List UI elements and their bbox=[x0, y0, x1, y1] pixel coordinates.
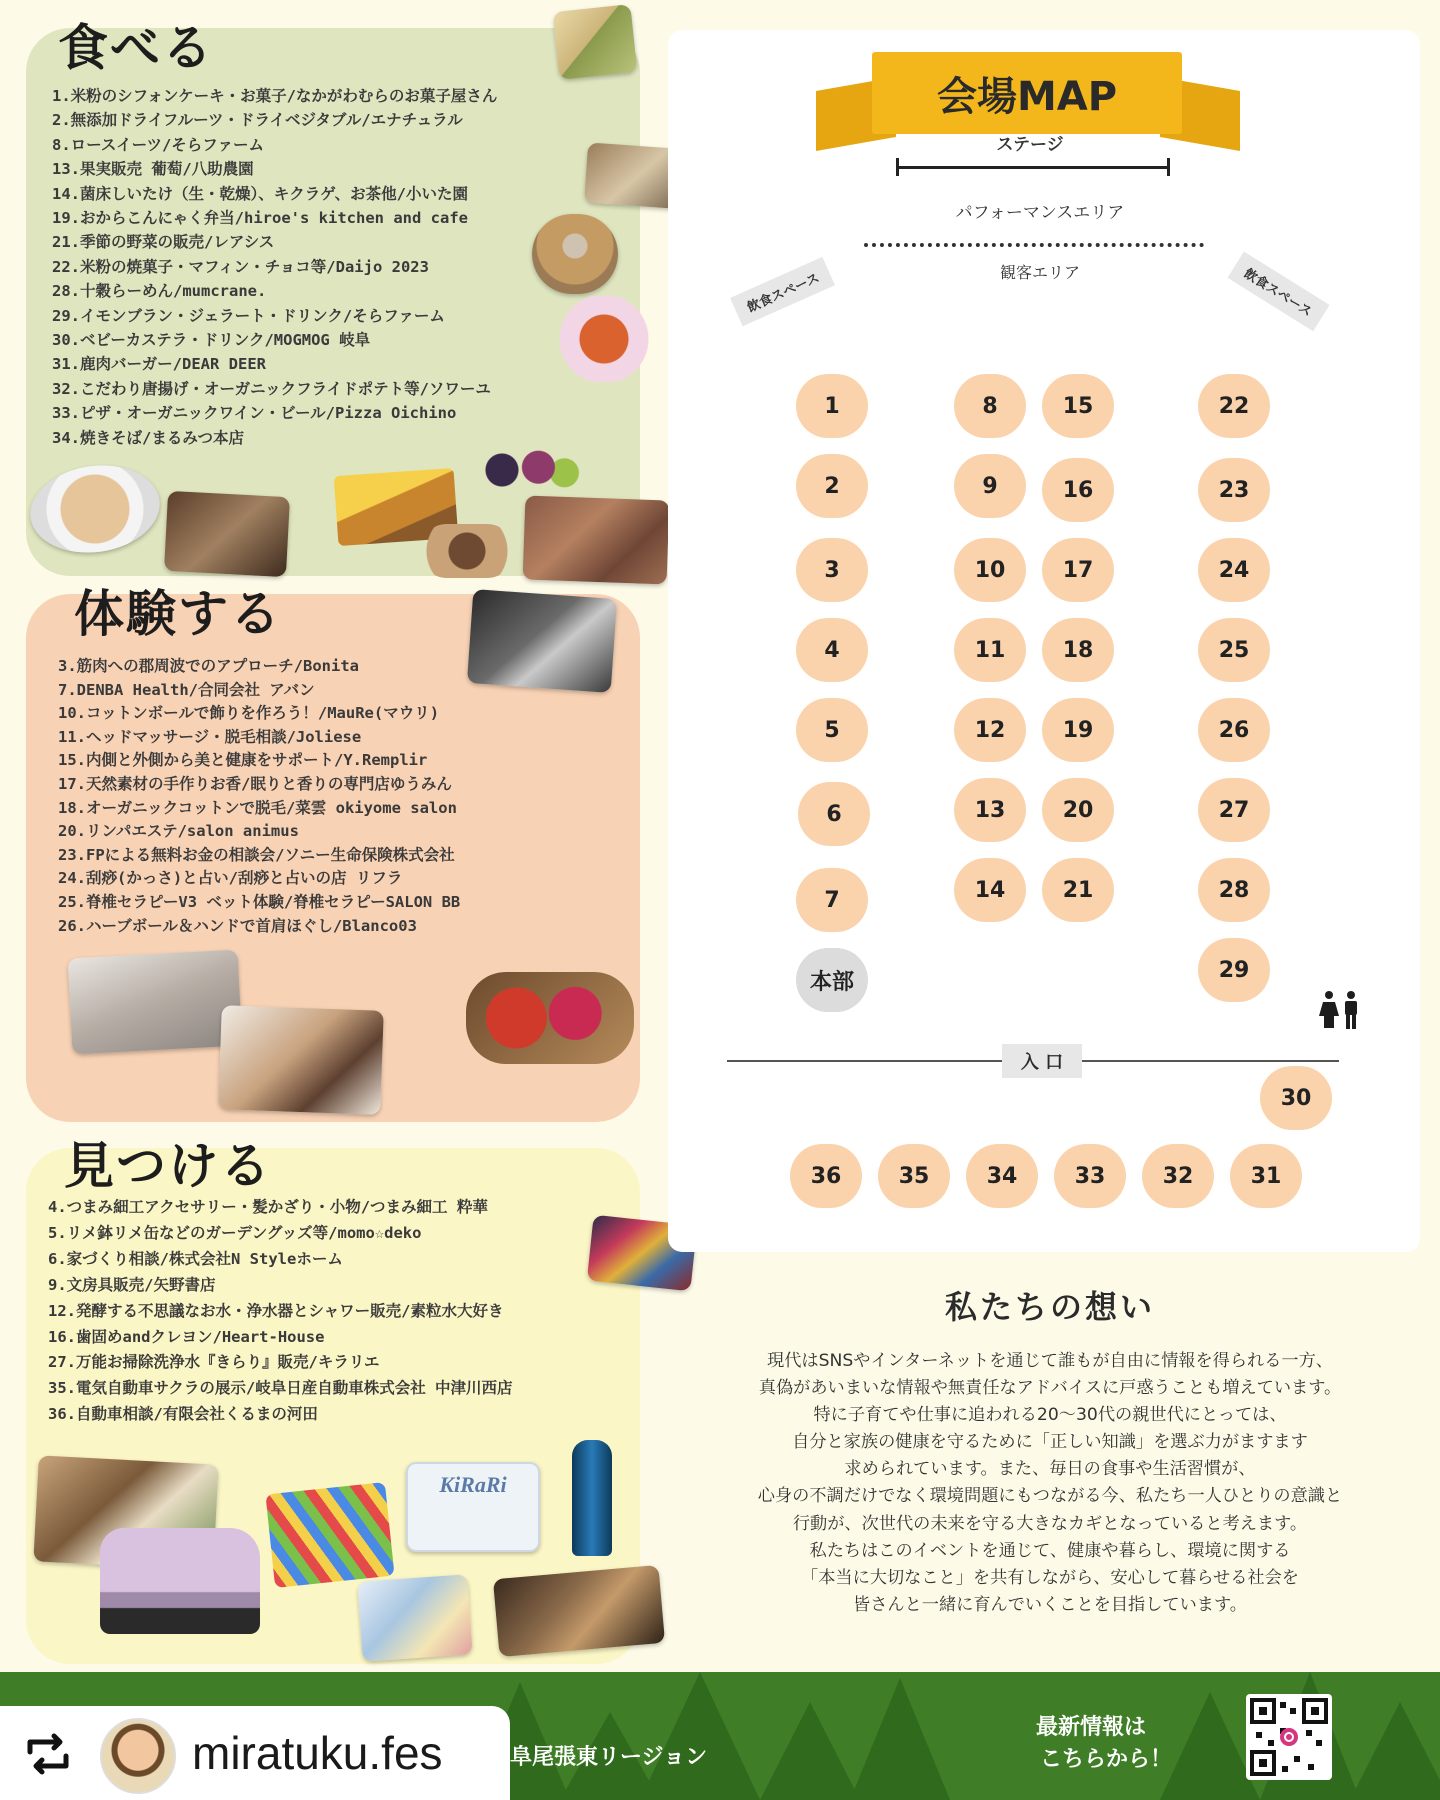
list-item: 31.鹿肉バーガー/DEAR DEER bbox=[52, 355, 267, 374]
list-item: 4.つまみ細工アクセサリー・髪かざり・小物/つまみ細工 粋華 bbox=[48, 1198, 488, 1216]
experience-list bbox=[58, 655, 460, 938]
list-item: 25.脊椎セラピーV3 ベット体験/脊椎セラピーSALON BB bbox=[58, 892, 461, 911]
photo-grapes bbox=[476, 442, 580, 498]
list-item: 30.ベビーカステラ・ドリンク/MOGMOG 岐阜 bbox=[52, 331, 371, 350]
booth-27: 27 bbox=[1198, 778, 1270, 842]
list-item: 23.FPによる無料お金の相談会/ソニー生命保険株式会社 bbox=[58, 845, 455, 864]
avatar[interactable] bbox=[100, 1718, 176, 1794]
booth-26: 26 bbox=[1198, 698, 1270, 762]
list-item: 26.ハーブボール＆ハンドで首肩ほぐし/Blanco03 bbox=[58, 916, 417, 935]
headquarters-booth: 本部 bbox=[796, 948, 868, 1012]
list-item: 14.菌床しいたけ（生・乾燥）、キクラゲ、お茶他/小いた園 bbox=[52, 184, 468, 203]
region-text: 阜尾張東リージョン bbox=[510, 1745, 708, 1770]
eat-section-title: 食べる bbox=[58, 19, 214, 77]
list-item: 21.季節の野菜の販売/レアシス bbox=[52, 233, 275, 252]
thoughts-line: 心身の不調だけでなく環境問題にもつながる今、私たち一人ひとりの意識と bbox=[757, 1486, 1343, 1507]
entrance-label: 入 口 bbox=[1002, 1044, 1082, 1078]
booth-15: 15 bbox=[1042, 374, 1114, 438]
photo-stationery bbox=[357, 1574, 472, 1661]
booth-23: 23 bbox=[1198, 458, 1270, 522]
thoughts-line: 皆さんと一緒に育んでいくことを目指しています。 bbox=[853, 1594, 1247, 1615]
list-item: 7.DENBA Health/合同会社 アバン bbox=[58, 680, 315, 699]
booth-9: 9 bbox=[954, 454, 1026, 518]
list-item: 3.筋肉への郡周波でのアプローチ/Bonita bbox=[58, 657, 359, 675]
photo-ev-sakura bbox=[100, 1528, 260, 1634]
thoughts-line: 私たちはこのイベントを通じて、健康や暮らし、環境に関する bbox=[809, 1540, 1291, 1561]
dining-space-right: 飲食スペース bbox=[1227, 251, 1329, 331]
booth-14: 14 bbox=[954, 858, 1026, 922]
booth-32: 32 bbox=[1142, 1144, 1214, 1208]
booth-6: 6 bbox=[798, 782, 870, 846]
thoughts-line: 求められています。また、毎日の食事や生活習慣が、 bbox=[844, 1459, 1256, 1480]
booth-16: 16 bbox=[1042, 458, 1114, 522]
experience-section-title: 体験する bbox=[74, 585, 282, 643]
booth-7: 7 bbox=[796, 868, 868, 932]
booth-18: 18 bbox=[1042, 618, 1114, 682]
booth-30: 30 bbox=[1260, 1066, 1332, 1130]
booth-35: 35 bbox=[878, 1144, 950, 1208]
photo-teething-toys bbox=[493, 1565, 665, 1657]
eat-list bbox=[52, 84, 497, 450]
find-list bbox=[48, 1195, 513, 1428]
list-item: 10.コットンボールで飾りを作ろう！/MauRe(マウリ) bbox=[58, 704, 440, 723]
booth-24: 24 bbox=[1198, 538, 1270, 602]
thoughts-body bbox=[690, 1348, 1410, 1619]
booth-4: 4 bbox=[796, 618, 868, 682]
booth-1: 1 bbox=[796, 374, 868, 438]
list-item: 16.歯固めandクレヨン/Heart-House bbox=[48, 1327, 325, 1346]
list-item: 8.ロースイーツ/そらファーム bbox=[52, 135, 264, 154]
photo-ems-device bbox=[467, 589, 617, 693]
thoughts-line: 自分と家族の健康を守るために「正しい知識」を選ぶ力がますます bbox=[792, 1432, 1308, 1453]
thoughts-line: 真偽があいまいな情報や無責任なアドバイスに戸惑うことも増えています。 bbox=[758, 1378, 1342, 1399]
list-item: 17.天然素材の手作りお香/眠りと香りの専門店ゆうみん bbox=[58, 774, 452, 793]
booth-11: 11 bbox=[954, 618, 1026, 682]
list-item: 18.オーガニックコットンで脱毛/菜雲 okiyome salon bbox=[58, 798, 457, 817]
booth-33: 33 bbox=[1054, 1144, 1126, 1208]
list-item: 35.電気自動車サクラの展示/岐阜日産自動車株式会社 中津川西店 bbox=[48, 1379, 513, 1398]
list-item: 27.万能お掃除洗浄水『きらり』販売/キラリエ bbox=[48, 1353, 380, 1372]
photo-sweet-potatoes bbox=[523, 496, 670, 585]
booth-20: 20 bbox=[1042, 778, 1114, 842]
thoughts-line: 行動が、次世代の未来を守る大きなカギとなっていると考えます。 bbox=[792, 1513, 1308, 1534]
list-item: 1.米粉のシフォンケーキ・お菓子/なかがわむらのお菓子屋さん bbox=[52, 87, 498, 105]
list-item: 12.発酵する不思議なお水・浄水器とシャワー販売/素粒水大好き bbox=[48, 1301, 504, 1320]
list-item: 36.自動車相談/有限会社くるまの河田 bbox=[48, 1405, 318, 1424]
booth-34: 34 bbox=[966, 1144, 1038, 1208]
list-item: 32.こだわり唐揚げ・オーガニックフライドポテト等/ソワーユ bbox=[52, 379, 491, 398]
booth-19: 19 bbox=[1042, 698, 1114, 762]
list-item: 15.内側と外側から美と健康をサポート/Y.Remplir bbox=[58, 751, 428, 770]
latest-info-text: 最新情報は bbox=[1036, 1715, 1147, 1740]
list-item: 5.リメ鉢リメ缶などのガーデングッズ等/momo☆deko bbox=[48, 1223, 422, 1242]
map-title: 会場MAP bbox=[936, 73, 1118, 120]
stage-label: ステージ bbox=[996, 135, 1064, 155]
booth-3: 3 bbox=[796, 538, 868, 602]
stage-line bbox=[896, 166, 1170, 169]
performance-area-label: パフォーマンスエリア bbox=[955, 203, 1125, 223]
stage-line-left-end bbox=[896, 158, 899, 176]
list-item: 13.果実販売 葡萄/八助農園 bbox=[52, 160, 254, 179]
photo-head-massage bbox=[218, 1005, 384, 1115]
list-item: 29.イモンブラン・ジェラート・ドリンク/そらファーム bbox=[52, 306, 445, 325]
booth-8: 8 bbox=[954, 374, 1026, 438]
photo-bundt-cake bbox=[532, 214, 618, 294]
photo-chiffon-cake bbox=[553, 4, 638, 80]
booth-17: 17 bbox=[1042, 538, 1114, 602]
booth-12: 12 bbox=[954, 698, 1026, 762]
booth-13: 13 bbox=[954, 778, 1026, 842]
audience-divider bbox=[864, 243, 1204, 247]
booth-2: 2 bbox=[796, 454, 868, 518]
thoughts-title: 私たちの想い bbox=[944, 1288, 1155, 1326]
list-item: 11.ヘッドマッサージ・脱毛相談/Joliese bbox=[58, 727, 362, 746]
dining-space-left: 飲食スペース bbox=[730, 257, 835, 327]
list-item: 19.おからこんにゃく弁当/hiroe's kitchen and cafe bbox=[52, 209, 468, 228]
find-section-title: 見つける bbox=[64, 1137, 272, 1195]
booth-21: 21 bbox=[1042, 858, 1114, 922]
audience-area-label: 観客エリア bbox=[999, 263, 1080, 282]
photo-incense-pouches bbox=[466, 972, 634, 1064]
from-here-text: こちらから！ bbox=[1040, 1747, 1173, 1772]
list-item: 9.文房具販売/矢野書店 bbox=[48, 1275, 216, 1294]
photo-shiitake bbox=[420, 524, 514, 578]
booth-22: 22 bbox=[1198, 374, 1270, 438]
repost-icon[interactable] bbox=[20, 1730, 76, 1778]
booth-28: 28 bbox=[1198, 858, 1270, 922]
photo-baby-castella bbox=[556, 296, 652, 382]
list-item: 24.刮痧(かっさ)と占い/刮痧と占いの店 リフラ bbox=[58, 869, 403, 888]
photo-kirari-logo: KiRaRi bbox=[406, 1462, 540, 1552]
list-item: 2.無添加ドライフルーツ・ドライベジタブル/エナチュラル bbox=[52, 111, 463, 130]
booth-31: 31 bbox=[1230, 1144, 1302, 1208]
list-item: 33.ピザ・オーガニックワイン・ビール/Pizza Oichino bbox=[52, 404, 457, 423]
account-handle[interactable]: miratuku.fes bbox=[192, 1727, 443, 1779]
booth-10: 10 bbox=[954, 538, 1026, 602]
photo-bento bbox=[164, 491, 290, 577]
thoughts-line: 「本当に大切なこと」を共有しながら、安心して暮らせる社会を bbox=[801, 1567, 1299, 1588]
stage-line-right-end bbox=[1167, 158, 1170, 176]
thoughts-line: 現代はSNSやインターネットを通じて誰もが自由に情報を得られる一方、 bbox=[767, 1351, 1333, 1371]
thoughts-line: 特に子育てや仕事に追われる20〜30代の親世代にとっては、 bbox=[813, 1405, 1287, 1426]
list-item: 20.リンパエステ/salon animus bbox=[58, 822, 299, 841]
list-item: 22.米粉の焼菓子・マフィン・チョコ等/Daijo 2023 bbox=[52, 257, 429, 276]
photo-water-bottle bbox=[572, 1440, 612, 1556]
booth-5: 5 bbox=[796, 698, 868, 762]
restroom-icon bbox=[1318, 990, 1362, 1030]
booth-29: 29 bbox=[1198, 938, 1270, 1002]
photo-crayons bbox=[265, 1482, 394, 1588]
list-item: 34.焼きそば/まるみつ本店 bbox=[52, 428, 245, 447]
qr-code-icon[interactable] bbox=[1246, 1694, 1332, 1780]
booth-36: 36 bbox=[790, 1144, 862, 1208]
list-item: 6.家づくり相談/株式会社N Styleホーム bbox=[48, 1249, 343, 1268]
list-item: 28.十穀らーめん/mumcrane. bbox=[52, 282, 267, 301]
photo-spine-therapy bbox=[68, 950, 243, 1055]
booth-25: 25 bbox=[1198, 618, 1270, 682]
